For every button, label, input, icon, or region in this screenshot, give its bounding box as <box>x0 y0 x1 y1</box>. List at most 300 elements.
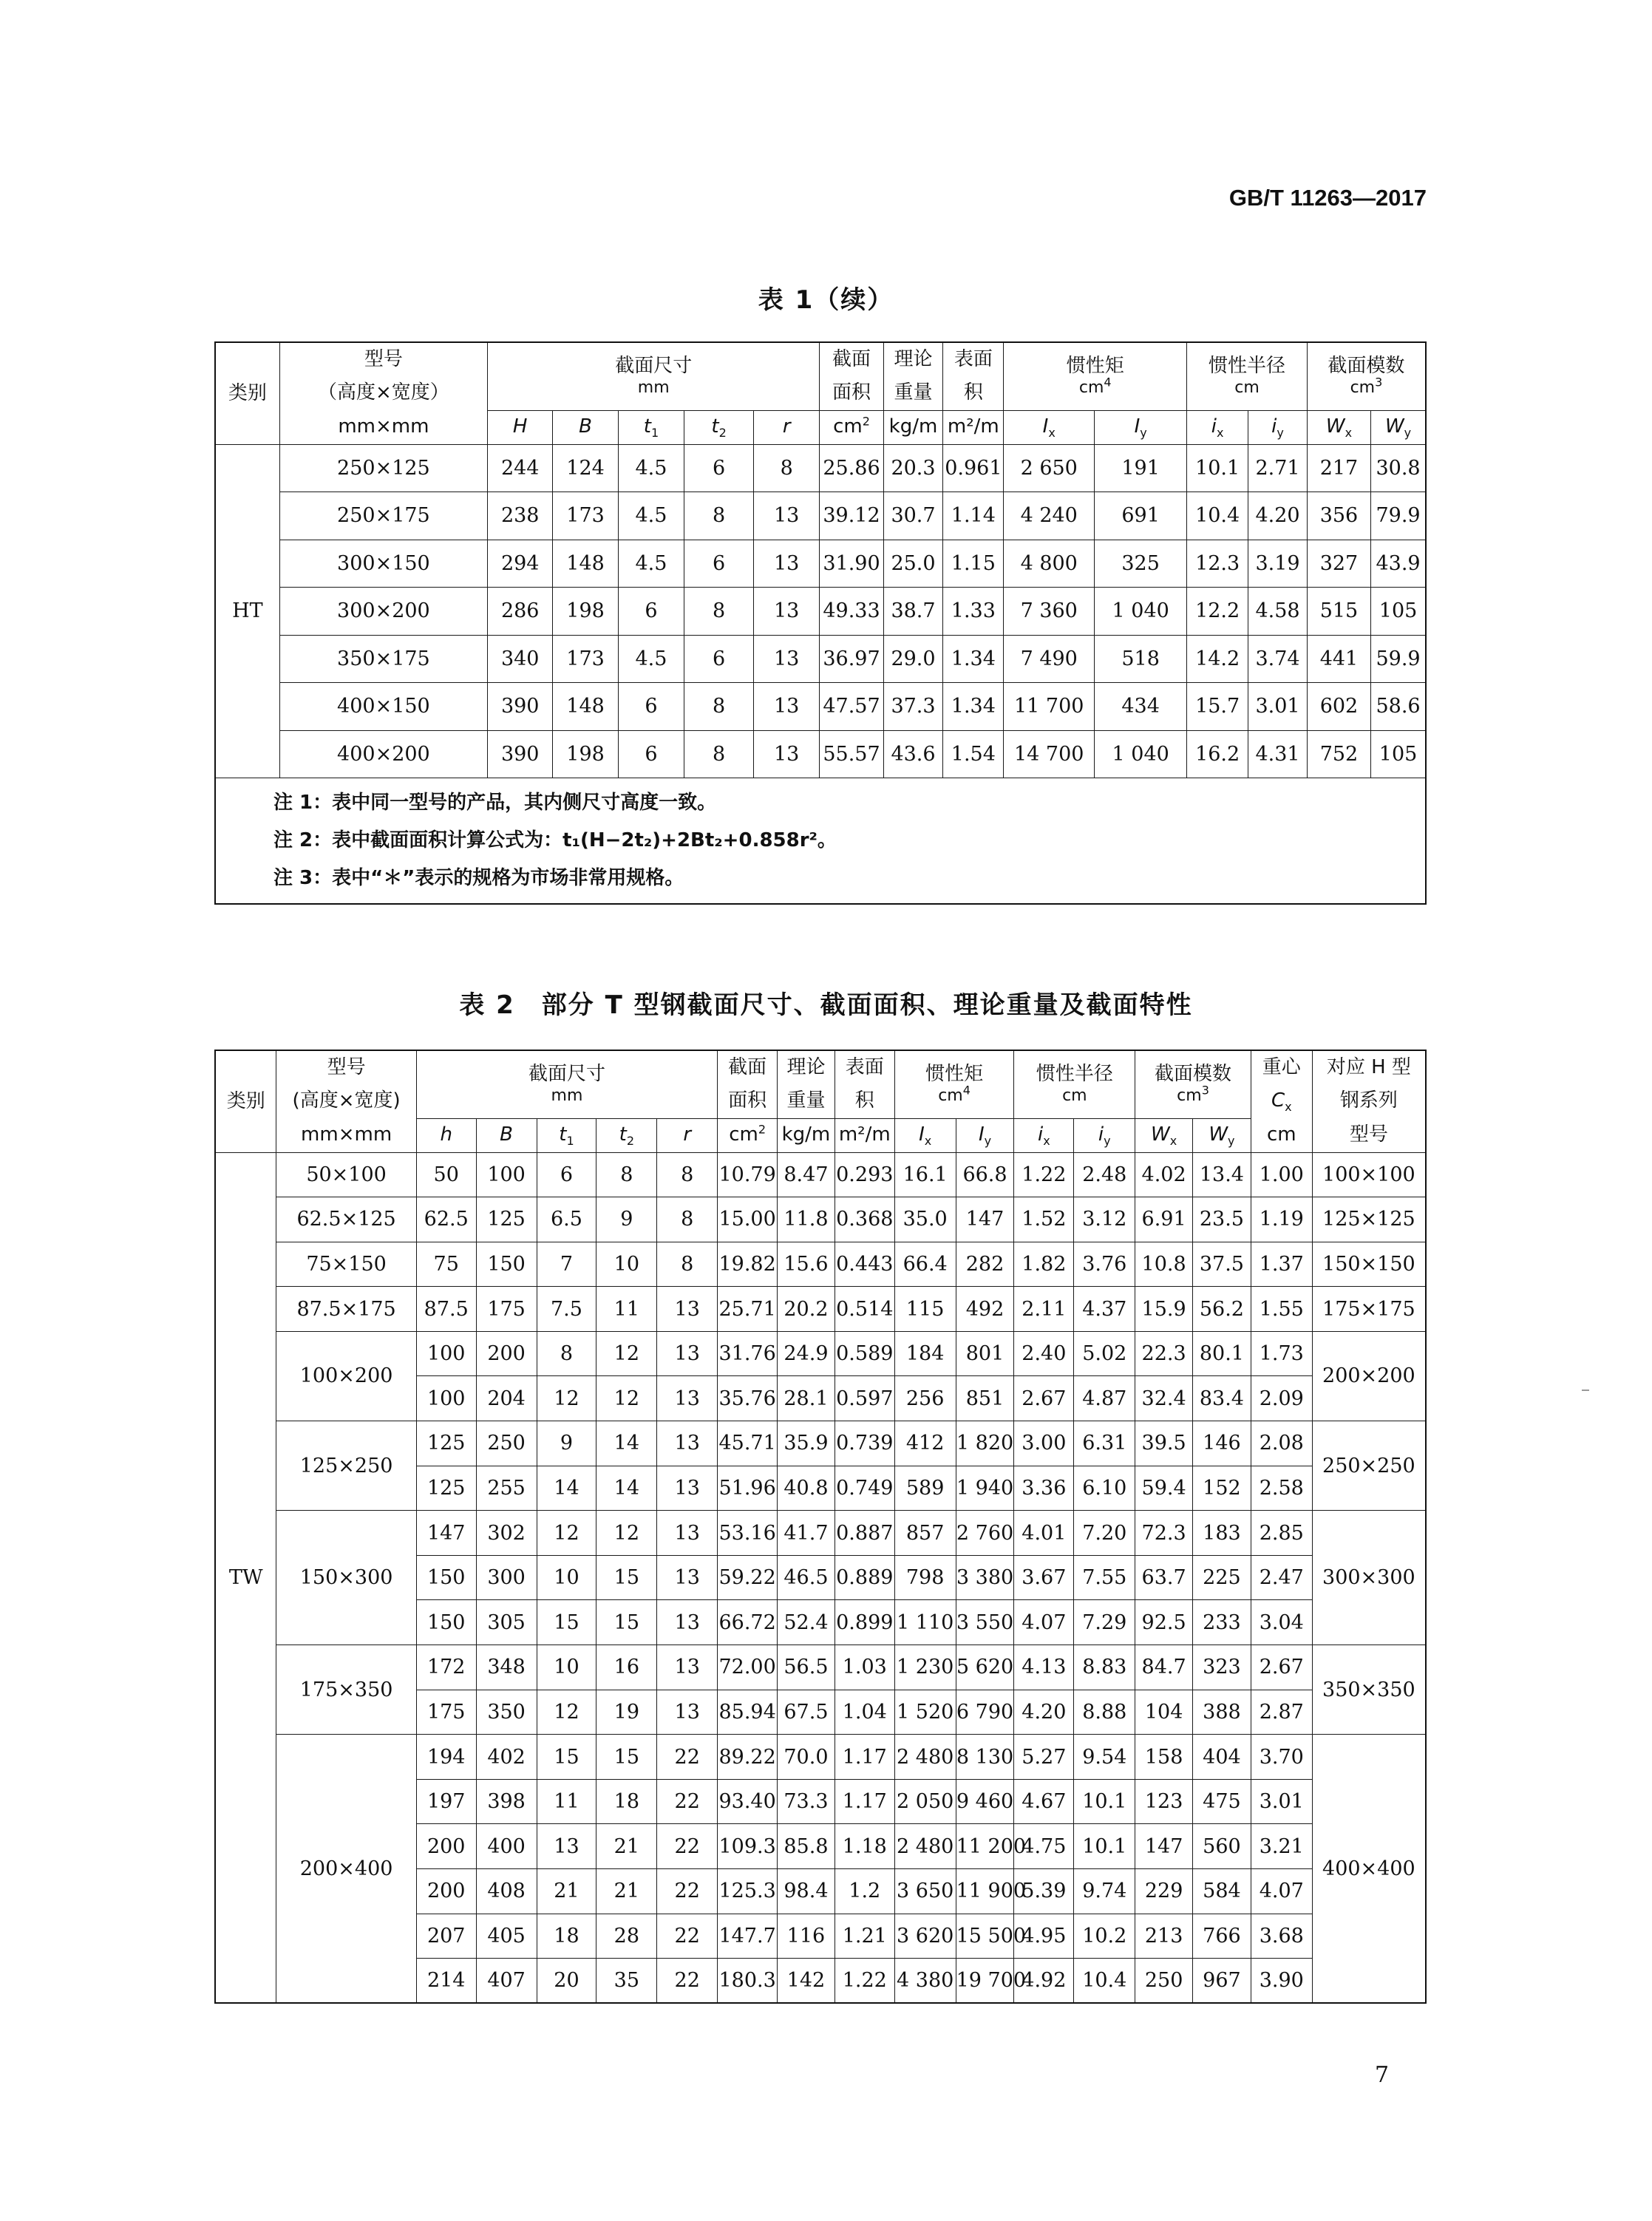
table-cell: 390 <box>488 730 553 778</box>
table-cell: 1.22 <box>1014 1152 1074 1197</box>
table-cell: 2.11 <box>1014 1287 1074 1332</box>
table-cell: 13 <box>657 1421 718 1466</box>
table-cell: 18 <box>596 1779 657 1824</box>
table-cell: 8 <box>753 444 819 492</box>
table-cell: 125 <box>476 1197 537 1242</box>
table-cell: 10.1 <box>1187 444 1248 492</box>
table-cell: 3.12 <box>1074 1197 1135 1242</box>
table-cell: 8 130 <box>956 1735 1014 1780</box>
table-cell: 256 <box>894 1376 956 1421</box>
table-cell: 441 <box>1307 635 1370 683</box>
table-cell: 12.2 <box>1187 588 1248 636</box>
t2-model-cell: 75×150 <box>276 1242 416 1287</box>
table-cell: 6.91 <box>1135 1197 1193 1242</box>
table-cell: 4.37 <box>1074 1287 1135 1332</box>
table-cell: 589 <box>894 1466 956 1511</box>
table-cell: 147 <box>956 1197 1014 1242</box>
table-cell: 294 <box>488 540 553 588</box>
table-cell: 1 520 <box>894 1690 956 1735</box>
t2-h-area-2: 面积 <box>718 1084 778 1118</box>
document-code: GB/T 11263—2017 <box>1228 185 1427 211</box>
table-cell: 198 <box>553 588 618 636</box>
table-cell: 1.19 <box>1251 1197 1312 1242</box>
table-row <box>215 1152 1426 1197</box>
table-cell: 213 <box>1135 1914 1193 1959</box>
table-cell: 4.5 <box>618 540 684 588</box>
t1-h-ix: $i_x$ <box>1187 410 1248 444</box>
table-cell: 492 <box>956 1287 1014 1332</box>
t1-h-model-1: 型号 <box>279 342 487 376</box>
t2-model-cell: 125×250 <box>276 1421 416 1511</box>
scan-mark <box>1582 1390 1589 1391</box>
table-cell: 197 <box>416 1779 476 1824</box>
table-cell: 1 820 <box>956 1421 1014 1466</box>
table-cell: 6.10 <box>1074 1466 1135 1511</box>
table-cell: 4.02 <box>1135 1152 1193 1197</box>
table-cell: 475 <box>1193 1779 1251 1824</box>
table-cell: 70.0 <box>778 1735 835 1780</box>
table-cell: 200 <box>416 1869 476 1914</box>
table-cell: 3.01 <box>1248 683 1308 731</box>
table-cell: 8 <box>537 1331 596 1376</box>
table-cell: 851 <box>956 1376 1014 1421</box>
t1-h-area-2: 面积 <box>820 376 883 410</box>
table-cell: 16.1 <box>894 1152 956 1197</box>
table-cell: 11.8 <box>778 1197 835 1242</box>
table-cell: 22 <box>657 1959 718 2004</box>
table-cell: 80.1 <box>1193 1331 1251 1376</box>
table-cell: 37.5 <box>1193 1242 1251 1287</box>
t1-h-weight-1: 理论 <box>883 342 943 376</box>
table-cell: 12 <box>537 1511 596 1556</box>
table-cell: 4.07 <box>1251 1869 1312 1914</box>
table-cell: 105 <box>1371 730 1426 778</box>
table-cell: 8.88 <box>1074 1690 1135 1735</box>
table-cell: 92.5 <box>1135 1600 1193 1645</box>
table-cell: 0.514 <box>835 1287 894 1332</box>
table-cell: 11 <box>596 1287 657 1332</box>
t2-h-h: h <box>416 1118 476 1152</box>
table-cell: 0.293 <box>835 1152 894 1197</box>
table-cell: 146 <box>1193 1421 1251 1466</box>
table-cell: 24.9 <box>778 1331 835 1376</box>
table-cell: 13 <box>657 1287 718 1332</box>
t2-h-hseries-2: 钢系列 <box>1312 1084 1426 1118</box>
t1-h-radius: 惯性半径 cm <box>1187 342 1308 410</box>
table-cell: 4.07 <box>1014 1600 1074 1645</box>
table-cell: 1.54 <box>943 730 1004 778</box>
table-cell: 405 <box>476 1914 537 1959</box>
table-cell: 2.67 <box>1014 1376 1074 1421</box>
t2-model-cell: 87.5×175 <box>276 1287 416 1332</box>
table-cell: 158 <box>1135 1735 1193 1780</box>
table-cell: 1 940 <box>956 1466 1014 1511</box>
table-cell: 175 <box>416 1690 476 1735</box>
table-cell: 1 230 <box>894 1645 956 1690</box>
table-cell: 214 <box>416 1959 476 2004</box>
table-cell: 5.27 <box>1014 1735 1074 1780</box>
t2-h-Ix: $I_x$ <box>894 1118 956 1152</box>
table-cell: 356 <box>1307 492 1370 540</box>
t2-hseries-cell: 175×175 <box>1312 1287 1426 1332</box>
table-cell: 89.22 <box>718 1735 778 1780</box>
table-cell: 0.589 <box>835 1331 894 1376</box>
table-cell: 38.7 <box>883 588 943 636</box>
table-cell: 390 <box>488 683 553 731</box>
table-cell: 12 <box>596 1331 657 1376</box>
table-cell: 2.08 <box>1251 1421 1312 1466</box>
table-cell: 2.47 <box>1251 1555 1312 1600</box>
table-cell: 55.57 <box>820 730 883 778</box>
table-cell: 1.17 <box>835 1779 894 1824</box>
table-cell: 36.97 <box>820 635 883 683</box>
table-cell: 2 650 <box>1004 444 1095 492</box>
table-cell: 13 <box>657 1511 718 1556</box>
table-cell: 123 <box>1135 1779 1193 1824</box>
table1-title: 表 1（续） <box>758 285 894 315</box>
table-cell: 22 <box>657 1735 718 1780</box>
t2-hseries-cell: 250×250 <box>1312 1421 1426 1511</box>
table-cell: 4.13 <box>1014 1645 1074 1690</box>
table-cell: 25.0 <box>883 540 943 588</box>
table-cell: 1.33 <box>943 588 1004 636</box>
table-cell: 15.6 <box>778 1242 835 1287</box>
table-cell: 400×200 <box>279 730 487 778</box>
t2-h-Wx: $W_x$ <box>1135 1118 1193 1152</box>
table-cell: 4.31 <box>1248 730 1308 778</box>
table-cell: 4.95 <box>1014 1914 1074 1959</box>
table-cell: 407 <box>476 1959 537 2004</box>
table-cell: 1.73 <box>1251 1331 1312 1376</box>
table-cell: 19.82 <box>718 1242 778 1287</box>
table-cell: 691 <box>1095 492 1187 540</box>
table-cell: 43.6 <box>883 730 943 778</box>
table-cell: 14 <box>537 1466 596 1511</box>
table-cell: 13 <box>657 1690 718 1735</box>
table-cell: 175 <box>476 1287 537 1332</box>
table-cell: 9.54 <box>1074 1735 1135 1780</box>
t1-h-area-1: 截面 <box>820 342 883 376</box>
table-cell: 13 <box>753 492 819 540</box>
table-cell: 7.5 <box>537 1287 596 1332</box>
table-cell: 2 050 <box>894 1779 956 1824</box>
table-cell: 183 <box>1193 1511 1251 1556</box>
table-cell: 8 <box>596 1152 657 1197</box>
table-cell: 25.71 <box>718 1287 778 1332</box>
table-cell: 45.71 <box>718 1421 778 1466</box>
table-cell: 22 <box>657 1914 718 1959</box>
t2-h-hseries-1: 对应 H 型 <box>1312 1050 1426 1084</box>
table-cell: 180.3 <box>718 1959 778 2004</box>
table-cell: 191 <box>1095 444 1187 492</box>
table-cell: 198 <box>553 730 618 778</box>
table-cell: 87.5 <box>416 1287 476 1332</box>
table-cell: 3.67 <box>1014 1555 1074 1600</box>
table-cell: 1 110 <box>894 1600 956 1645</box>
table-cell: 6.5 <box>537 1197 596 1242</box>
table-cell: 150 <box>476 1242 537 1287</box>
table-cell: 13 <box>657 1331 718 1376</box>
table-row <box>215 540 1426 588</box>
table-cell: 6 <box>537 1152 596 1197</box>
table-cell: 8 <box>684 683 754 731</box>
table2 <box>214 1050 1427 2004</box>
table-cell: 4.58 <box>1248 588 1308 636</box>
table-cell: 40.8 <box>778 1466 835 1511</box>
table-cell: 115 <box>894 1287 956 1332</box>
table-cell: 9 <box>596 1197 657 1242</box>
table-cell: 20 <box>537 1959 596 2004</box>
table-cell: 1.34 <box>943 683 1004 731</box>
table-cell: 6.31 <box>1074 1421 1135 1466</box>
table-cell: 15.9 <box>1135 1287 1193 1332</box>
table-cell: 0.597 <box>835 1376 894 1421</box>
table-cell: 798 <box>894 1555 956 1600</box>
table-cell: 47.57 <box>820 683 883 731</box>
table-cell: 12.3 <box>1187 540 1248 588</box>
table-cell: 56.5 <box>778 1645 835 1690</box>
table-cell: 4.20 <box>1014 1690 1074 1735</box>
table-cell: 49.33 <box>820 588 883 636</box>
table-cell: 39.12 <box>820 492 883 540</box>
t2-h-ix: $i_x$ <box>1014 1118 1074 1152</box>
table-cell: 147 <box>1135 1824 1193 1869</box>
t2-h-t2: $t_2$ <box>596 1118 657 1152</box>
table-cell: 752 <box>1307 730 1370 778</box>
table-cell: 302 <box>476 1511 537 1556</box>
table-cell: 6 <box>618 683 684 731</box>
table-cell: 404 <box>1193 1735 1251 1780</box>
table-cell: 10.8 <box>1135 1242 1193 1287</box>
table-cell: 58.6 <box>1371 683 1426 731</box>
t2-h-surface-1: 表面 <box>835 1050 894 1084</box>
table-cell: 14 <box>596 1466 657 1511</box>
table-cell: 225 <box>1193 1555 1251 1600</box>
table-cell: 8 <box>657 1197 718 1242</box>
t2-h-area-1: 截面 <box>718 1050 778 1084</box>
table-cell: 3.00 <box>1014 1421 1074 1466</box>
t1-category-cell: HT <box>215 444 279 778</box>
table-cell: 46.5 <box>778 1555 835 1600</box>
table-cell: 19 700 <box>956 1959 1014 2004</box>
table-cell: 20.2 <box>778 1287 835 1332</box>
table-cell: 15.00 <box>718 1197 778 1242</box>
t1-h-model-2: （高度×宽度） <box>279 376 487 410</box>
table-cell: 28.1 <box>778 1376 835 1421</box>
table-cell: 10.79 <box>718 1152 778 1197</box>
table-cell: 10 <box>537 1645 596 1690</box>
table-cell: 207 <box>416 1914 476 1959</box>
t1-h-Wx: $W_x$ <box>1307 410 1370 444</box>
table-cell: 22 <box>657 1824 718 1869</box>
table-cell: 4.67 <box>1014 1779 1074 1824</box>
table-cell: 13 <box>537 1824 596 1869</box>
table-cell: 0.749 <box>835 1466 894 1511</box>
table-cell: 147.7 <box>718 1914 778 1959</box>
t1-h-Ix: $I_x$ <box>1004 410 1095 444</box>
table-cell: 116 <box>778 1914 835 1959</box>
t2-category-cell: TW <box>215 1152 276 2003</box>
t2-h-Wy: $W_y$ <box>1193 1118 1251 1152</box>
table-cell: 6 <box>684 444 754 492</box>
t1-h-Wy: $W_y$ <box>1371 410 1426 444</box>
t2-h-weight-2: 重量 <box>778 1084 835 1118</box>
table-cell: 56.2 <box>1193 1287 1251 1332</box>
table-row <box>215 635 1426 683</box>
table-cell: 12 <box>537 1376 596 1421</box>
table-cell: 85.94 <box>718 1690 778 1735</box>
t2-h-inertia: 惯性矩 $cm^4$ <box>894 1050 1014 1118</box>
table-cell: 98.4 <box>778 1869 835 1914</box>
table-cell: 286 <box>488 588 553 636</box>
table-cell: 602 <box>1307 683 1370 731</box>
table-cell: 59.9 <box>1371 635 1426 683</box>
table-cell: 13 <box>657 1555 718 1600</box>
table-cell: 35 <box>596 1959 657 2004</box>
table-cell: 6 <box>684 540 754 588</box>
table-cell: 30.8 <box>1371 444 1426 492</box>
table-cell: 104 <box>1135 1690 1193 1735</box>
table-cell: 0.961 <box>943 444 1004 492</box>
table-cell: 84.7 <box>1135 1645 1193 1690</box>
table-cell: 300×200 <box>279 588 487 636</box>
table-cell: 238 <box>488 492 553 540</box>
t2-h-hseries-3: 型号 <box>1312 1118 1426 1152</box>
table-row <box>215 683 1426 731</box>
table-cell: 3.70 <box>1251 1735 1312 1780</box>
t2-h-weight-1: 理论 <box>778 1050 835 1084</box>
table-cell: 1.00 <box>1251 1152 1312 1197</box>
table-cell: 3 380 <box>956 1555 1014 1600</box>
table-cell: 10.1 <box>1074 1779 1135 1824</box>
table-cell: 13 <box>753 588 819 636</box>
table-cell: 3.68 <box>1251 1914 1312 1959</box>
table-cell: 4.5 <box>618 492 684 540</box>
table-cell: 4.01 <box>1014 1511 1074 1556</box>
table-cell: 200 <box>416 1824 476 1869</box>
table-cell: 14 <box>596 1421 657 1466</box>
table-notes <box>215 778 1426 905</box>
table-cell: 350 <box>476 1690 537 1735</box>
table-cell: 13 <box>657 1376 718 1421</box>
table-cell: 2 480 <box>894 1735 956 1780</box>
t2-model-cell: 200×400 <box>276 1735 416 2004</box>
table-cell: 15 <box>596 1735 657 1780</box>
table-cell: 4.20 <box>1248 492 1308 540</box>
t2-h-model-3: mm×mm <box>276 1118 416 1152</box>
t1-h-weight-2: 重量 <box>883 376 943 410</box>
table-cell: 10 <box>596 1242 657 1287</box>
table-cell: 1.52 <box>1014 1197 1074 1242</box>
t2-h-weight-unit: kg/m <box>778 1118 835 1152</box>
table-cell: 1.18 <box>835 1824 894 1869</box>
table-cell: 217 <box>1307 444 1370 492</box>
t1-h-t2: $t_2$ <box>684 410 754 444</box>
table-cell: 200 <box>476 1331 537 1376</box>
table-cell: 10.1 <box>1074 1824 1135 1869</box>
table-cell: 1.34 <box>943 635 1004 683</box>
table-cell: 109.3 <box>718 1824 778 1869</box>
table-cell: 250 <box>1135 1959 1193 2004</box>
table-cell: 9.74 <box>1074 1869 1135 1914</box>
t1-h-r: r <box>753 410 819 444</box>
table-cell: 35.76 <box>718 1376 778 1421</box>
table-cell: 93.40 <box>718 1779 778 1824</box>
table-cell: 1.37 <box>1251 1242 1312 1287</box>
table-cell: 10.4 <box>1074 1959 1135 2004</box>
table-cell: 323 <box>1193 1645 1251 1690</box>
table-cell: 53.16 <box>718 1511 778 1556</box>
t1-h-Iy: $I_y$ <box>1095 410 1187 444</box>
table-cell: 3.21 <box>1251 1824 1312 1869</box>
table-cell: 2.48 <box>1074 1152 1135 1197</box>
t2-model-cell: 62.5×125 <box>276 1197 416 1242</box>
table-cell: 8.47 <box>778 1152 835 1197</box>
t1-h-surface-1: 表面 <box>943 342 1004 376</box>
table-cell: 398 <box>476 1779 537 1824</box>
table-cell: 21 <box>537 1869 596 1914</box>
table-cell: 16.2 <box>1187 730 1248 778</box>
table-cell: 1.15 <box>943 540 1004 588</box>
table-cell: 9 <box>537 1421 596 1466</box>
table-cell: 148 <box>553 540 618 588</box>
t1-h-weight-unit: kg/m <box>883 410 943 444</box>
table-cell: 2.40 <box>1014 1331 1074 1376</box>
table-cell: 3 650 <box>894 1869 956 1914</box>
table-cell: 100 <box>476 1152 537 1197</box>
table-cell: 408 <box>476 1869 537 1914</box>
table-cell: 50 <box>416 1152 476 1197</box>
table-cell: 59.4 <box>1135 1466 1193 1511</box>
table-cell: 7.55 <box>1074 1555 1135 1600</box>
table-cell: 6 <box>618 730 684 778</box>
table-cell: 2.58 <box>1251 1466 1312 1511</box>
table-cell: 72.3 <box>1135 1511 1193 1556</box>
table-cell: 857 <box>894 1511 956 1556</box>
table-cell: 412 <box>894 1421 956 1466</box>
table-cell: 21 <box>596 1869 657 1914</box>
table-cell: 10 <box>537 1555 596 1600</box>
table-cell: 0.443 <box>835 1242 894 1287</box>
table-cell: 173 <box>553 635 618 683</box>
table-cell: 148 <box>553 683 618 731</box>
t1-h-t1: $t_1$ <box>618 410 684 444</box>
table-cell: 35.0 <box>894 1197 956 1242</box>
table-cell: 21 <box>596 1824 657 1869</box>
table-cell: 37.3 <box>883 683 943 731</box>
table-cell: 4 240 <box>1004 492 1095 540</box>
table-cell: 32.4 <box>1135 1376 1193 1421</box>
table-cell: 244 <box>488 444 553 492</box>
table-cell: 13.4 <box>1193 1152 1251 1197</box>
table-cell: 173 <box>553 492 618 540</box>
table-cell: 518 <box>1095 635 1187 683</box>
t1-h-area-unit: $cm^2$ <box>820 410 883 444</box>
table-cell: 19 <box>596 1690 657 1735</box>
table-cell: 15.7 <box>1187 683 1248 731</box>
table-cell: 15 <box>596 1600 657 1645</box>
t1-h-inertia: 惯性矩 $cm^4$ <box>1004 342 1187 410</box>
table-cell: 73.3 <box>778 1779 835 1824</box>
t2-hseries-cell: 150×150 <box>1312 1242 1426 1287</box>
table-cell: 124 <box>553 444 618 492</box>
t2-h-model-2: (高度×宽度) <box>276 1084 416 1118</box>
table-cell: 2 760 <box>956 1511 1014 1556</box>
table-cell: 515 <box>1307 588 1370 636</box>
table-cell: 83.4 <box>1193 1376 1251 1421</box>
table-cell: 15 <box>537 1735 596 1780</box>
table-cell: 13 <box>657 1466 718 1511</box>
